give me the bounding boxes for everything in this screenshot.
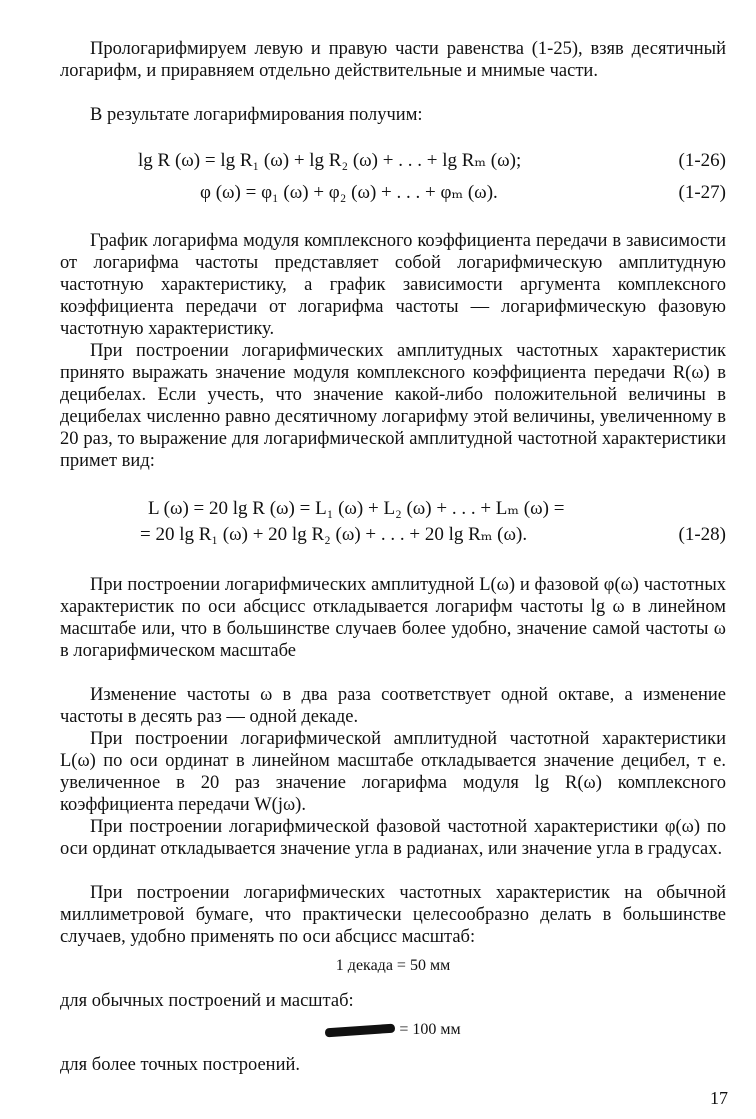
scale-decade-100mm: = 100 мм — [399, 1021, 461, 1038]
equation-number-1-27: (1-27) — [678, 182, 726, 203]
paragraph-6: Изменение частоты ω в два раза соответствует одной октаве, а изменение частоты в десять раз — одной декаде. — [60, 685, 726, 727]
paragraph-9: При построении логарифмических частотных характеристик на обычной миллиметровой бумаге, что практически целесообразно делать в большинстве случаев, удобно применять по оси абсцисс масштаб: — [60, 883, 726, 947]
scale-decade-100mm-row — [60, 1020, 726, 1040]
paragraph-4: При построении логарифмических амплитудных частотных характеристик принято выражать значение модуля комплексного коэффициента передачи R(ω) в децибелах. Если учесть, что значение какой-либо положительной величины в децибелах численно равно десятичному логарифму этой величины, увеличенному в 20 раз, то выражение для логарифмической амплитудной частотной характеристики примет вид: — [60, 341, 726, 471]
paragraph-5: При построении логарифмических амплитудной L(ω) и фазовой φ(ω) частотных характеристик по оси абсцисс откладывается логарифм частоты lg ω в линейном масштабе или, что в большинстве случаев более удобно, значение самой частоты ω в логарифмическом масштабе — [60, 575, 726, 661]
paragraph-7: При построении логарифмической амплитудной частотной характеристики L(ω) по оси ординат в линейном масштабе откладывается значение децибел, т е. увеличенное в 20 раз значение логарифма модуля lg R(ω) комплексного коэффициента передачи W(jω). — [60, 729, 726, 815]
paragraph-8: При построении логарифмической фазовой частотной характеристики φ(ω) по оси ординат откладывается значение угла в радианах, или значение угла в градусах. — [60, 817, 726, 859]
equation-1-28-line-1: L (ω) = 20 lg R (ω) = L₁ (ω) + L₂ (ω) + . . . + Lₘ (ω) = — [148, 498, 565, 519]
equation-number-1-28: (1-28) — [678, 524, 726, 545]
ink-smudge-mark — [325, 1023, 395, 1037]
paragraph-11: для более точных построений. — [60, 1055, 300, 1075]
scale-decade-50mm: 1 декада = 50 мм — [335, 957, 451, 974]
equation-1-27: φ (ω) = φ₁ (ω) + φ₂ (ω) + . . . + φₘ (ω). — [200, 182, 498, 203]
paragraph-10: для обычных построений и масштаб: — [60, 991, 354, 1011]
equation-number-1-26: (1-26) — [678, 150, 726, 171]
equation-1-28-line-2: = 20 lg R₁ (ω) + 20 lg R₂ (ω) + . . . + 20 lg Rₘ (ω). — [140, 524, 528, 545]
page-number: 17 — [710, 1088, 728, 1108]
paragraph-3: График логарифма модуля комплексного коэффициента передачи в зависимости от логарифма частоты представляет собой логарифмическую амплитудную частотную характеристику, а график зависимости аргумента комплексного коэффициента передачи от логарифма частоты — логарифмическую фазовую частотную характеристику. — [60, 231, 726, 339]
equation-1-26: lg R (ω) = lg R₁ (ω) + lg R₂ (ω) + . . . + lg Rₘ (ω); — [138, 150, 522, 171]
paragraph-1: Прологарифмируем левую и правую части равенства (1-25), взяв десятичный логарифм, и приравняем отдельно действительные и мнимые части. — [60, 39, 726, 81]
paragraph-2: В результате логарифмирования получим: — [90, 105, 423, 125]
